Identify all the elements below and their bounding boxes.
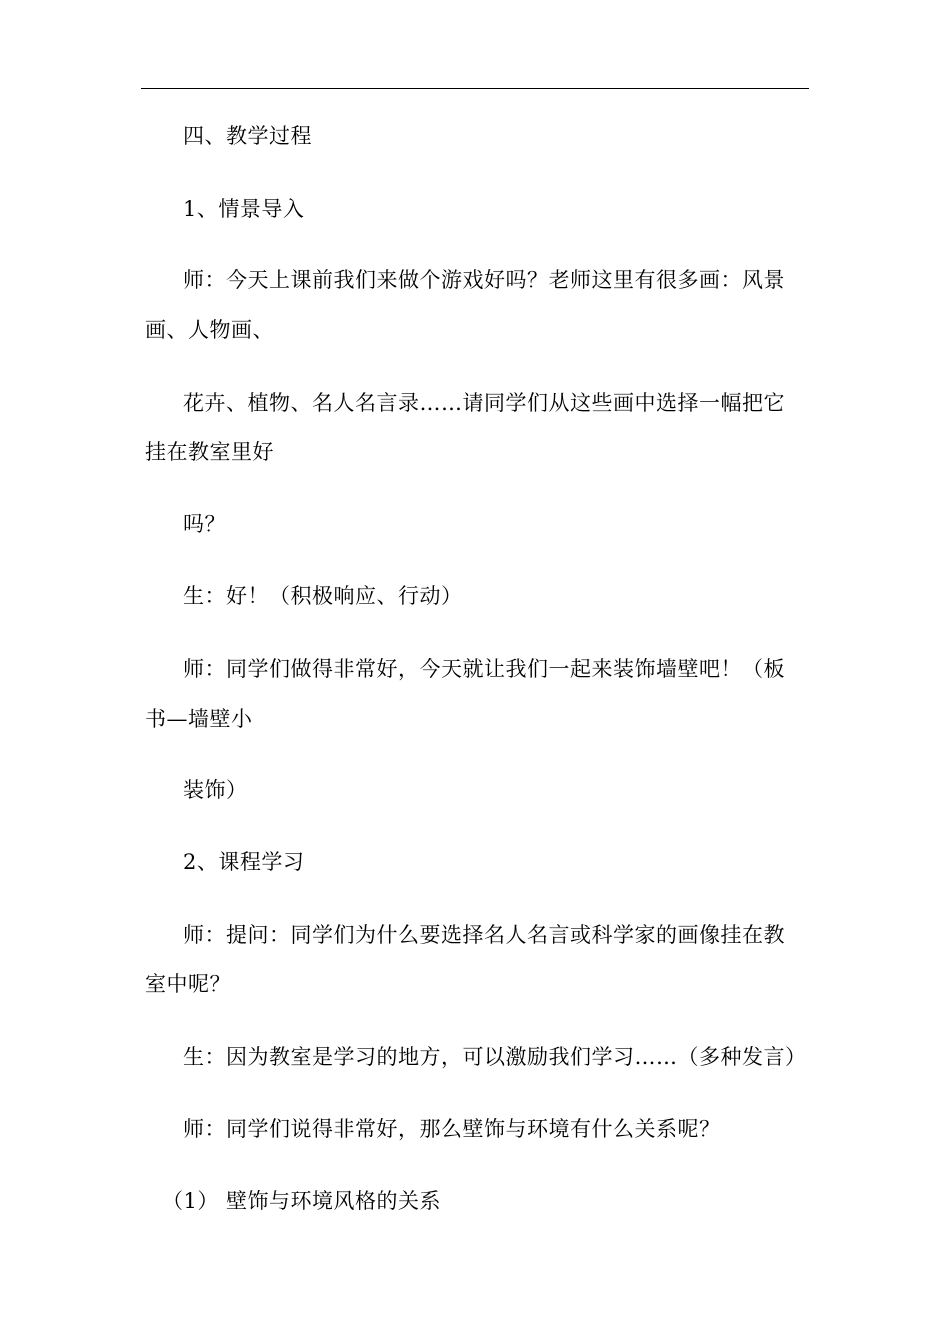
paragraph-line: 师：同学们做得非常好，今天就让我们一起来装饰墙壁吧！（板 bbox=[183, 657, 785, 681]
paragraph-line: 挂在教室里好 bbox=[145, 440, 274, 464]
paragraph-line: 书—墙壁小 bbox=[145, 707, 253, 731]
subsection-heading: 1、情景导入 bbox=[183, 197, 305, 221]
paragraph-line: 师：提问：同学们为什么要选择名人名言或科学家的画像挂在教 bbox=[183, 923, 785, 947]
paragraph-line: 花卉、植物、名人名言录……请同学们从这些画中选择一幅把它 bbox=[183, 391, 785, 415]
header-rule bbox=[141, 88, 809, 89]
list-item-heading: （1） 壁饰与环境风格的关系 bbox=[162, 1189, 442, 1213]
paragraph-line: 生：因为教室是学习的地方，可以激励我们学习……（多种发言） bbox=[183, 1045, 807, 1069]
paragraph-line: 画、人物画、 bbox=[145, 318, 274, 342]
paragraph-line: 装饰） bbox=[183, 778, 248, 802]
paragraph-line: 吗？ bbox=[183, 512, 226, 536]
section-heading: 四、教学过程 bbox=[183, 124, 312, 148]
paragraph-line: 师：今天上课前我们来做个游戏好吗？老师这里有很多画：风景 bbox=[183, 268, 785, 292]
paragraph-line: 生：好！（积极响应、行动） bbox=[183, 584, 463, 608]
paragraph-line: 师：同学们说得非常好，那么壁饰与环境有什么关系呢？ bbox=[183, 1117, 721, 1141]
paragraph-line: 室中呢？ bbox=[145, 972, 231, 996]
subsection-heading: 2、课程学习 bbox=[183, 850, 305, 874]
